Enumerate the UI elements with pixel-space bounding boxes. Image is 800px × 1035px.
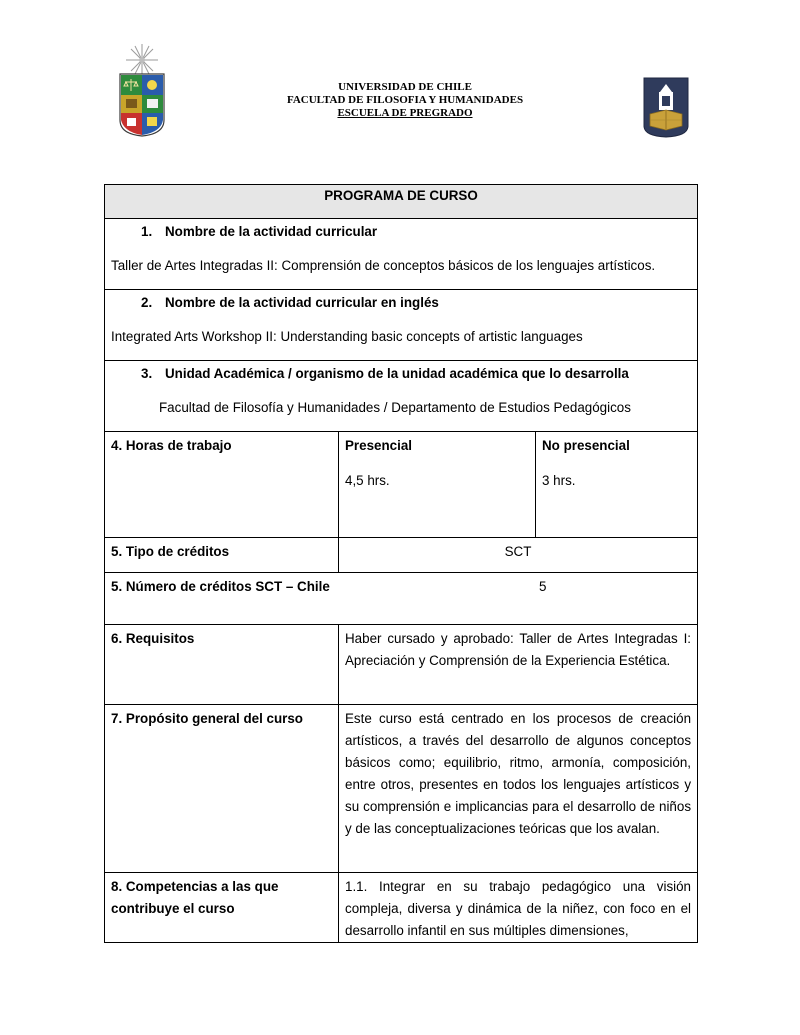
institution-block (200, 81, 610, 120)
section-1-heading: Nombre de la actividad curricular (165, 224, 378, 239)
credit-type-label: 5. Tipo de créditos (105, 538, 339, 573)
presencial-cell (339, 432, 536, 538)
section-curricular-activity-name (105, 219, 698, 290)
document-header (0, 40, 800, 150)
section-3-number: 3. (141, 366, 153, 381)
work-hours-row (105, 432, 698, 538)
credit-type-row (105, 538, 698, 573)
faculty-name: FACULTAD DE FILOSOFIA Y HUMANIDADES (286, 94, 524, 106)
credit-type-value: SCT (339, 538, 698, 573)
requirements-label: 6. Requisitos (105, 625, 339, 705)
section-2-number: 2. (141, 295, 153, 310)
credit-number-label: 5. Número de créditos SCT – Chile (111, 579, 330, 594)
purpose-row (105, 705, 698, 873)
credit-number-cell (105, 573, 698, 625)
section-academic-unit (105, 361, 698, 432)
requirements-row (105, 625, 698, 705)
section-3-heading: Unidad Académica / organismo de la unidad académica que lo desarrolla (165, 366, 629, 381)
presencial-value: 4,5 hrs. (345, 473, 390, 488)
competencies-value: 1.1. Integrar en su trabajo pedagógico una visión compleja, diversa y dinámica de la niñez, con foco en el desarrollo infantil en sus múltiples dimensiones, (339, 873, 698, 943)
credit-number-value: 5 (539, 579, 547, 594)
program-title: PROGRAMA DE CURSO (105, 185, 698, 219)
faculty-emblem-logo (642, 76, 690, 138)
presencial-label: Presencial (345, 438, 412, 453)
competencies-row (105, 873, 698, 943)
requirements-value: Haber cursado y aprobado: Taller de Artes Integradas I: Apreciación y Comprensión de la Experiencia Estética. (339, 625, 698, 705)
section-2-heading: Nombre de la actividad curricular en inglés (165, 295, 439, 310)
school-name: ESCUELA DE PREGRADO (337, 107, 473, 119)
no-presencial-label: No presencial (542, 438, 630, 453)
competencies-label: 8. Competencias a las que contribuye el curso (105, 873, 339, 943)
section-1-number: 1. (141, 224, 153, 239)
work-hours-label: 4. Horas de trabajo (105, 432, 339, 538)
university-name: UNIVERSIDAD DE CHILE (338, 81, 472, 93)
section-curricular-activity-name-english (105, 290, 698, 361)
no-presencial-value: 3 hrs. (542, 473, 576, 488)
university-coat-of-arms-logo (114, 42, 170, 138)
section-1-value: Taller de Artes Integradas II: Comprensión de conceptos básicos de los lenguajes artísticos. (111, 258, 656, 273)
no-presencial-cell (536, 432, 698, 538)
purpose-label: 7. Propósito general del curso (105, 705, 339, 873)
section-2-value: Integrated Arts Workshop II: Understanding basic concepts of artistic languages (111, 329, 583, 344)
credit-number-row (105, 573, 698, 625)
course-program-table (104, 184, 698, 943)
section-3-value: Facultad de Filosofía y Humanidades / Departamento de Estudios Pedagógicos (159, 400, 631, 415)
purpose-value: Este curso está centrado en los procesos de creación artísticos, a través del desarrollo de algunos conceptos básicos como; equilibrio, ritmo, armonía, composición, entre otros, presentes en todos los lenguajes artísticos y su comprensión e implicancias para el desarrollo de niños y de las conceptualizaciones teóricas que los avalan. (339, 705, 698, 873)
